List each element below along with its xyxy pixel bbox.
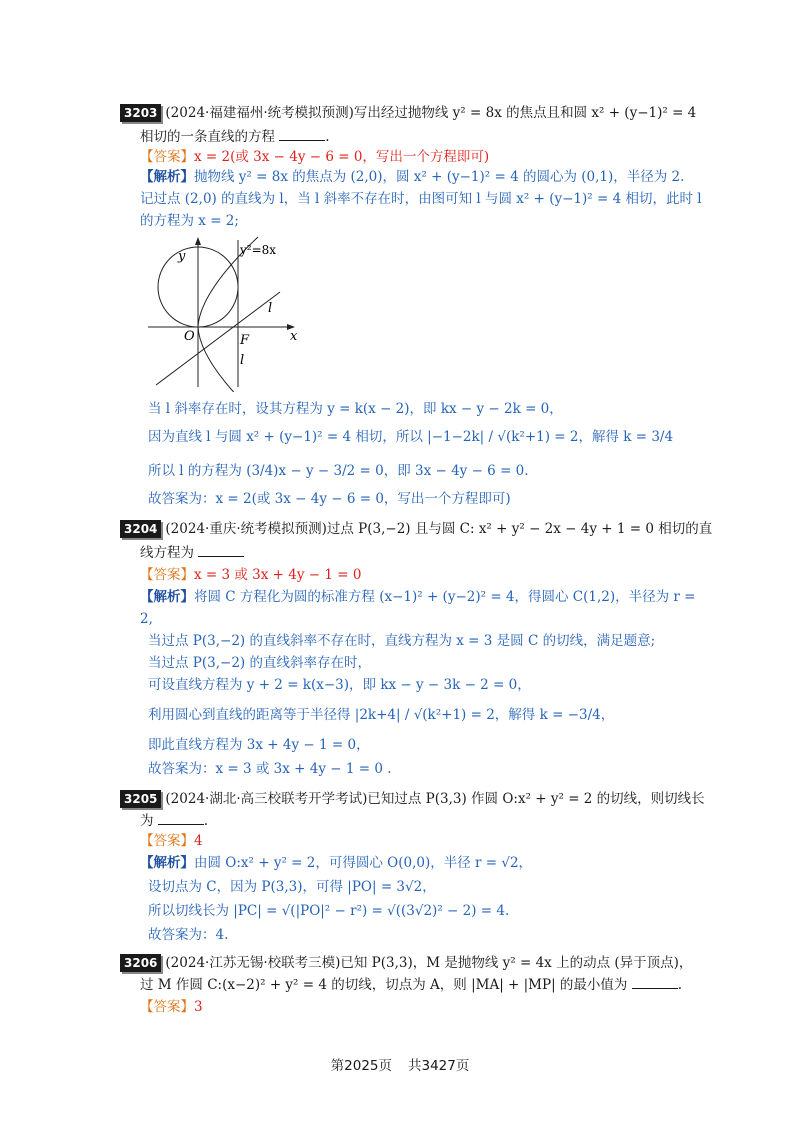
explanation-line: 所以切线长为 |PC| = √(|PO|² − r²) = √((3√2)² − 2) = 4. — [148, 903, 510, 919]
explanation-line: 即此直线方程为 3x + 4y − 1 = 0， — [148, 737, 370, 753]
question-line — [120, 104, 696, 122]
explanation-tag: 【解析】 — [140, 589, 194, 605]
explanation-line: 设切点为 C，因为 P(3,3)，可得 |PO| = 3√2， — [148, 879, 436, 895]
explanation-tag: 【解析】 — [140, 169, 194, 185]
answer-line — [140, 998, 203, 1016]
explanation-line — [140, 588, 695, 606]
answer-blank — [632, 976, 678, 989]
line-label: l — [268, 301, 273, 316]
answer-text: x = 3 或 3x + 4y − 1 = 0 — [194, 567, 362, 583]
answer-tag: 【答案】 — [140, 833, 194, 849]
question-text: (2024·湖北·高三校联考开学考试)已知过点 P(3,3) 作圆 O:x² + y² = 2 的切线，则切线长 — [165, 791, 705, 807]
problem-number: 3205 — [120, 790, 161, 808]
answer-blank — [198, 544, 244, 557]
explanation-line: 当过点 P(3,−2) 的直线斜率不存在时，直线方程为 x = 3 是圆 C 的切线，满足题意; — [148, 633, 656, 649]
page-number: 第2025页 — [330, 1058, 392, 1074]
answer-blank — [158, 812, 204, 825]
explanation-text: 将圆 C 方程化为圆的标准方程 (x−1)² + (y−2)² = 4，得圆心 C(1,2)，半径为 r = — [194, 589, 696, 605]
question-text: 相切的一条直线的方程 — [140, 129, 275, 145]
answer-text: 4 — [194, 833, 203, 849]
answer-line — [140, 832, 203, 850]
explanation-line — [140, 168, 684, 186]
explanation-line — [140, 854, 532, 872]
explanation-line: 的方程为 x = 2; — [140, 213, 239, 229]
question-text: (2024·江苏无锡·校联考三模)已知 P(3,3)，M 是抛物线 y² = 4x 上的动点 (异于顶点)， — [165, 955, 693, 971]
question-line — [120, 954, 692, 972]
explanation-line: 利用圆心到直线的距离等于半径得 |2k+4| / √(k²+1) = 2，解得 k = −3/4， — [148, 707, 615, 723]
explanation-line: 当 l 斜率存在时，设其方程为 y = k(x − 2)，即 kx − y − 2k = 0， — [148, 401, 563, 417]
explanation-line: 因为直线 l 与圆 x² + (y−1)² = 4 相切，所以 |−1−2k| / √(k²+1) = 2，解得 k = 3/4 — [148, 429, 674, 445]
question-line — [120, 520, 712, 538]
explanation-line: 记过点 (2,0) 的直线为 l，当 l 斜率不存在时，由图可知 l 与圆 x² + (y−1)² = 4 相切，此时 l — [140, 191, 702, 207]
question-line — [120, 790, 705, 808]
question-line: 为 . — [140, 813, 209, 829]
explanation-tag: 【解析】 — [140, 855, 194, 871]
explanation-line: 所以 l 的方程为 (3/4)x − y − 3/2 = 0，即 3x − 4y − 6 = 0. — [148, 463, 529, 479]
explanation-line: 故答案为：4. — [148, 927, 229, 943]
y-axis-label: y — [178, 249, 186, 264]
answer-tag: 【答案】 — [140, 149, 194, 165]
answer-tag: 【答案】 — [140, 999, 194, 1015]
total-pages: 共3427页 — [408, 1058, 470, 1074]
question-text: 过 M 作圆 C:(x−2)² + y² = 4 的切线，切点为 A，则 |MA| + |MP| 的最小值为 — [140, 977, 628, 993]
page-footer — [0, 1054, 800, 1074]
answer-tag: 【答案】 — [140, 567, 194, 583]
x-axis-label: x — [290, 329, 298, 344]
explanation-line: 可设直线方程为 y + 2 = k(x−3)，即 kx − y − 3k − 2 = 0， — [148, 677, 531, 693]
answer-text: x = 2(或 3x − 4y − 6 = 0，写出一个方程即可) — [194, 149, 490, 165]
answer-text: 3 — [194, 999, 203, 1015]
explanation-line: 2, — [140, 611, 153, 627]
line-label: l — [240, 353, 245, 368]
y-axis-arrow — [195, 237, 201, 245]
question-line: 过 M 作圆 C:(x−2)² + y² = 4 的切线，切点为 A，则 |MA| + |MP| 的最小值为 . — [140, 977, 683, 993]
tangent-line-slanted — [156, 292, 280, 385]
answer-line — [140, 566, 361, 584]
question-text: (2024·重庆·统考模拟预测)过点 P(3,−2) 且与圆 C: x² + y² − 2x − 4y + 1 = 0 相切的直 — [165, 521, 713, 537]
answer-blank — [279, 128, 325, 141]
focus-label: F — [240, 333, 250, 348]
explanation-line: 故答案为：x = 2(或 3x − 4y − 6 = 0，写出一个方程即可) — [148, 491, 511, 507]
explanation-text: 抛物线 y² = 8x 的焦点为 (2,0)，圆 x² + (y−1)² = 4 的圆心为 (0,1)，半径为 2. — [194, 169, 685, 185]
question-text: (2024·福建福州·统考模拟预测)写出经过抛物线 y² = 8x 的焦点且和圆 x² + (y−1)² = 4 — [165, 105, 697, 121]
problem-number: 3204 — [120, 520, 161, 538]
geometry-figure — [140, 232, 310, 392]
question-text: 为 — [140, 813, 154, 829]
origin-label: O — [184, 329, 195, 344]
problem-number: 3206 — [120, 954, 161, 972]
answer-line — [140, 148, 489, 166]
question-line: 相切的一条直线的方程 . — [140, 129, 330, 145]
explanation-line: 故答案为：x = 3 或 3x + 4y − 1 = 0 . — [148, 761, 392, 777]
parabola-label: y²=8x — [240, 243, 277, 257]
problem-number: 3203 — [120, 104, 161, 122]
explanation-text: 由圆 O:x² + y² = 2，可得圆心 O(0,0)，半径 r = √2， — [194, 855, 533, 871]
explanation-line: 当过点 P(3,−2) 的直线斜率存在时， — [148, 655, 371, 671]
question-text: 线方程为 — [140, 545, 194, 561]
question-line — [140, 544, 244, 562]
